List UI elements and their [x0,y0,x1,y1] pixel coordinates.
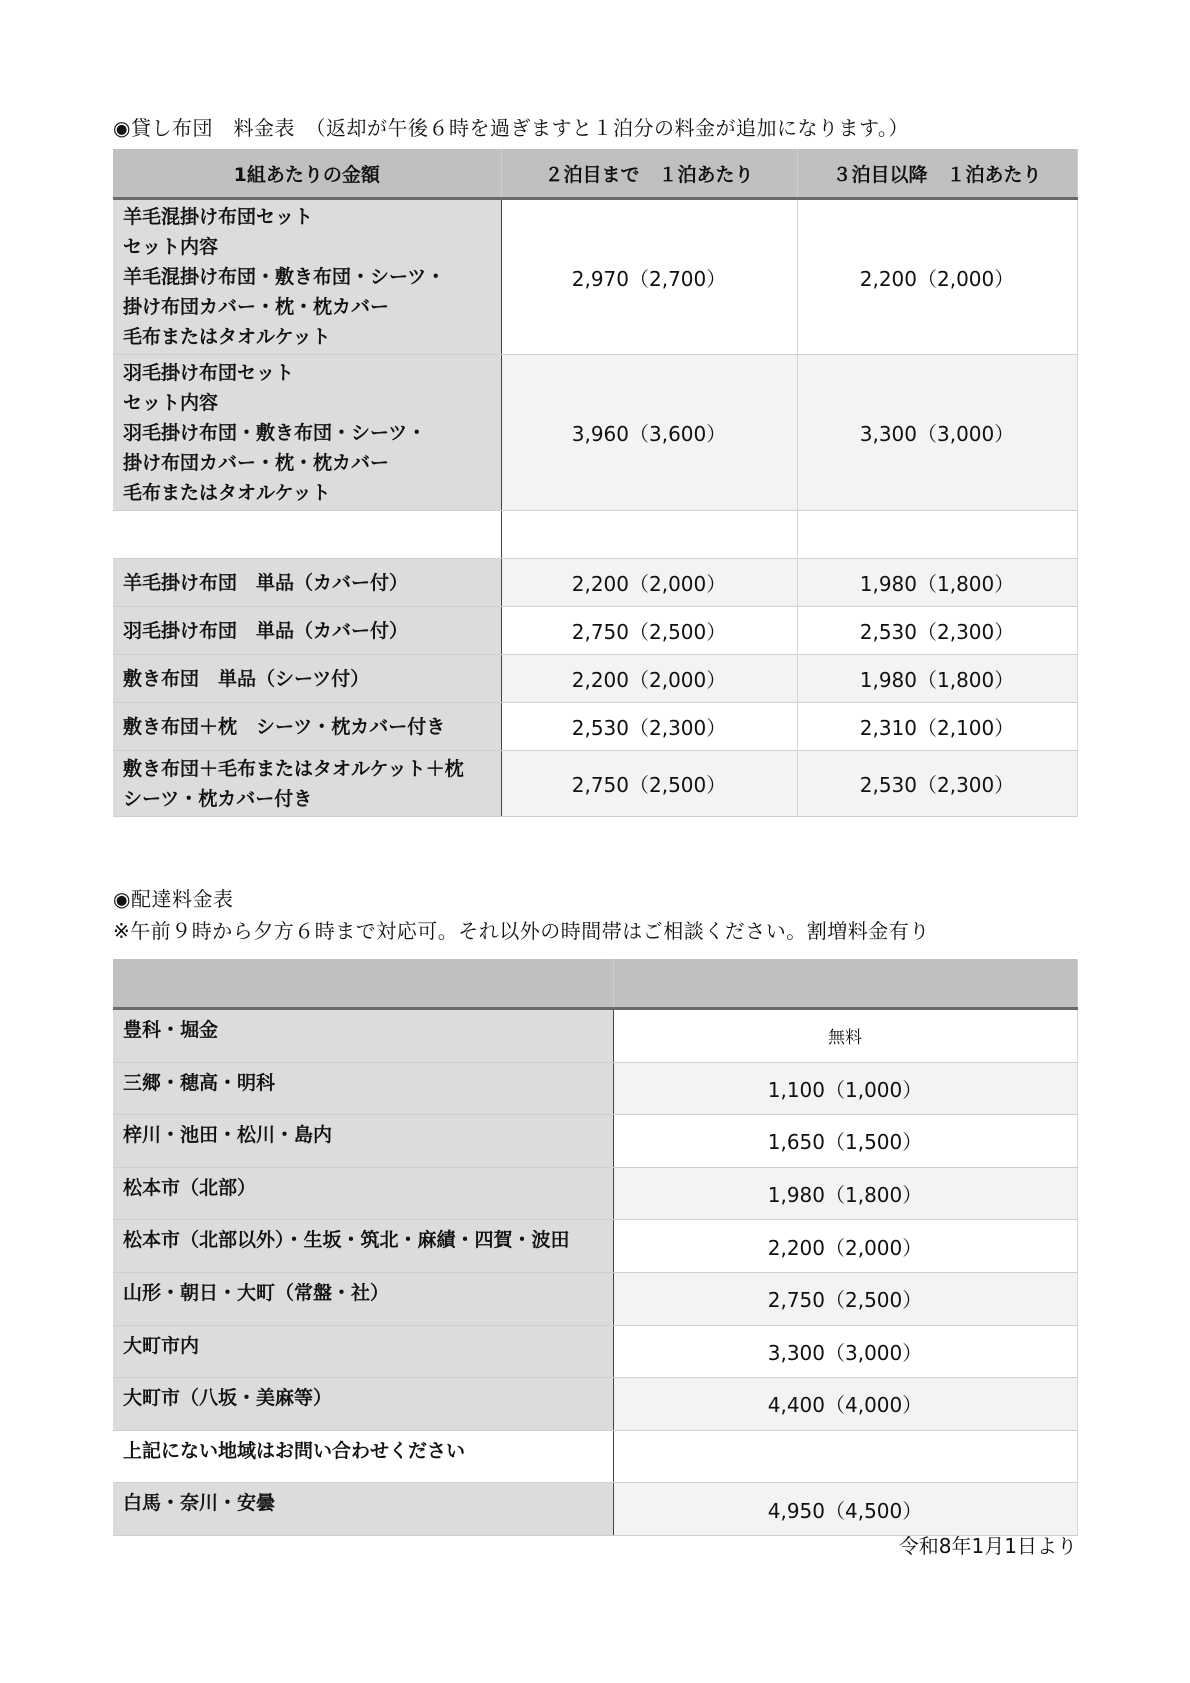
item-name-line: 毛布またはタオルケット [123,481,331,504]
price-from-3rd-night [797,511,1077,559]
table-row [113,559,1077,607]
item-name-cell [113,655,501,703]
item-name-cell [113,511,501,559]
area-name-cell: 松本市（北部） [113,1167,613,1220]
price-from-3rd-night: 1,980（1,800） [797,655,1077,703]
item-name-line: 敷き布団 単品（シーツ付） [123,667,370,690]
table-header-row [113,959,1077,1009]
item-name-cell [113,199,501,355]
delivery-fee-table [113,959,1078,1536]
item-name-line: 羊毛掛け布団 単品（カバー付） [123,571,409,594]
delivery-fee-table-title: ◉配達料金表 [113,887,234,911]
table-row [113,703,1077,751]
item-name-line: 羊毛混掛け布団セット [123,206,314,228]
area-name-cell: 大町市内 [113,1325,613,1378]
item-name-cell [113,751,501,817]
item-name-line: 羊毛混掛け布団・敷き布団・シーツ・ [123,266,446,288]
table-row [113,355,1077,511]
price-up-to-2nd-night: 2,200（2,000） [501,655,797,703]
table-row [113,1009,1077,1063]
table-row [113,199,1077,355]
price-up-to-2nd-night: 3,960（3,600） [501,355,797,511]
price-up-to-2nd-night: 2,970（2,700） [501,199,797,355]
effective-date: 令和8年1月1日より [898,1534,1077,1558]
item-name-line: 掛け布団カバー・枕・枕カバー [123,451,390,474]
item-name-line: シーツ・枕カバー付き [123,787,313,810]
item-name-line: 敷き布団＋枕 シーツ・枕カバー付き [123,715,446,738]
delivery-fee-cell: 2,750（2,500） [613,1272,1077,1325]
item-name-cell [113,703,501,751]
area-name-cell: 山形・朝日・大町（常盤・社） [113,1272,613,1325]
table-row [113,1272,1077,1325]
table-row [113,1483,1077,1536]
delivery-fee-cell: 1,980（1,800） [613,1167,1077,1220]
area-name-cell: 三郷・穂高・明科 [113,1062,613,1115]
item-name-line: 羽毛掛け布団セット [123,361,295,384]
item-name-line: 毛布またはタオルケット [123,326,331,348]
table-row [113,511,1077,559]
table-row [113,1325,1077,1378]
delivery-fee-cell [613,1430,1077,1483]
rental-price-table-title: ◉貸し布団 料金表 （返却が午後６時を過ぎますと１泊分の料金が追加になります。） [113,116,909,140]
table-row [113,1167,1077,1220]
price-from-3rd-night: 2,530（2,300） [797,751,1077,817]
item-name-line: 掛け布団カバー・枕・枕カバー [123,296,390,318]
area-name-cell: 大町市（八坂・美麻等） [113,1378,613,1431]
column-header-from-3rd-night: ３泊目以降 １泊あたり [797,149,1077,199]
item-name-cell [113,355,501,511]
delivery-fee-cell: 3,300（3,000） [613,1325,1077,1378]
item-name-line: セット内容 [123,236,219,258]
price-from-3rd-night: 2,530（2,300） [797,607,1077,655]
price-up-to-2nd-night: 2,750（2,500） [501,751,797,817]
price-from-3rd-night: 2,310（2,100） [797,703,1077,751]
delivery-fee-cell: 無料 [613,1009,1077,1063]
price-from-3rd-night: 1,980（1,800） [797,559,1077,607]
table-row [113,1430,1077,1483]
delivery-fee-cell: 1,100（1,000） [613,1062,1077,1115]
delivery-fee-cell: 1,650（1,500） [613,1115,1077,1168]
price-up-to-2nd-night: 2,750（2,500） [501,607,797,655]
table-row [113,751,1077,817]
delivery-hours-note: ※午前９時から夕方６時まで対応可。それ以外の時間帯はご相談ください。割増料金有り [113,919,930,943]
column-header-up-to-2nd-night: ２泊目まで １泊あたり [501,149,797,199]
area-name-cell: 豊科・堀金 [113,1009,613,1063]
item-name-line: セット内容 [123,391,219,414]
rental-price-table [113,149,1078,817]
price-up-to-2nd-night [501,511,797,559]
table-row [113,1378,1077,1431]
price-from-3rd-night: 3,300（3,000） [797,355,1077,511]
table-row [113,1115,1077,1168]
table-row [113,1220,1077,1273]
area-name-cell: 松本市（北部以外）・生坂・筑北・麻績・四賀・波田 [113,1220,613,1273]
item-name-line: 羽毛掛け布団 単品（カバー付） [123,619,409,642]
item-name-cell [113,607,501,655]
column-header-area [113,959,613,1009]
item-name-line: 羽毛掛け布団・敷き布団・シーツ・ [123,421,427,444]
price-up-to-2nd-night: 2,530（2,300） [501,703,797,751]
table-row [113,655,1077,703]
area-name-cell: 梓川・池田・松川・島内 [113,1115,613,1168]
table-row [113,607,1077,655]
table-header-row [113,149,1077,199]
price-up-to-2nd-night: 2,200（2,000） [501,559,797,607]
delivery-fee-cell: 4,400（4,000） [613,1378,1077,1431]
area-name-cell: 上記にない地域はお問い合わせください [113,1430,613,1483]
price-from-3rd-night: 2,200（2,000） [797,199,1077,355]
delivery-fee-cell: 2,200（2,000） [613,1220,1077,1273]
table-row [113,1062,1077,1115]
item-name-cell [113,559,501,607]
column-header-item: 1組あたりの金額 [113,149,501,199]
column-header-fee [613,959,1077,1009]
item-name-line: 敷き布団＋毛布またはタオルケット＋枕 [123,757,464,780]
area-name-cell: 白馬・奈川・安曇 [113,1483,613,1536]
delivery-fee-cell: 4,950（4,500） [613,1483,1077,1536]
